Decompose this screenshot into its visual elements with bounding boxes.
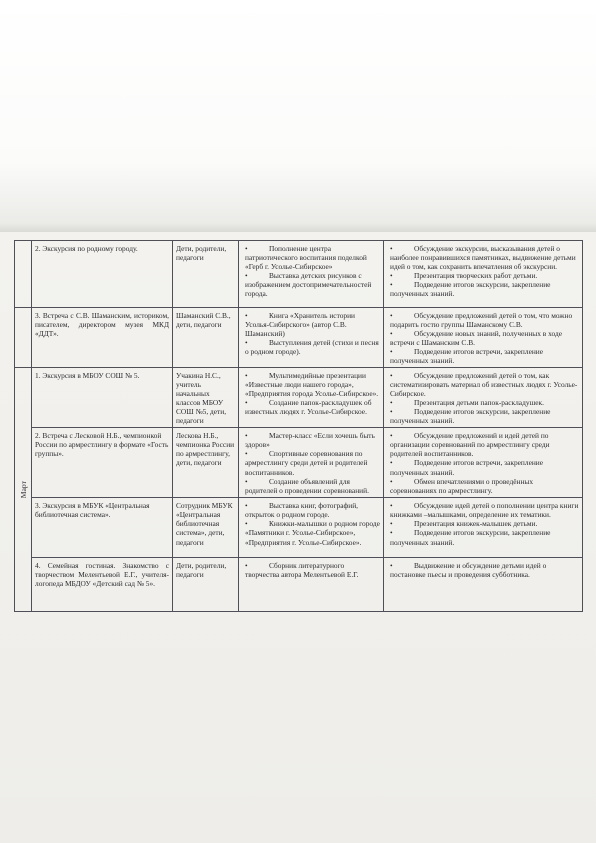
participants-text: Дети, родители, педагоги: [176, 244, 227, 263]
results-list: [387, 311, 579, 365]
list-item: [387, 398, 579, 407]
activities-list: [242, 311, 380, 356]
list-item: [242, 338, 380, 356]
list-item: [387, 280, 579, 298]
results-list: [387, 244, 579, 298]
list-item-text: Книжки-малышки о родном городе «Памятники г. Усолье-Сибирское», «Предприятия г. Усолье-Сибирское».: [245, 519, 380, 547]
activities-cell: [239, 308, 384, 368]
list-item: [242, 449, 380, 476]
bullet-icon: •: [390, 476, 393, 486]
bullet-icon: •: [245, 311, 248, 320]
bullet-icon: •: [390, 407, 393, 417]
list-item-text: Обсуждение идей детей о пополнении центра книги книжками –малышками, определение их тематики.: [390, 501, 579, 520]
bullet-icon: •: [245, 271, 248, 281]
bullet-icon: •: [245, 449, 248, 459]
list-item: [387, 458, 579, 476]
list-item-text: Обсуждение предложений и идей детей по организации соревнований по армрестлингу среди родителей воспитанников.: [390, 431, 550, 459]
list-item: [242, 519, 380, 546]
bullet-icon: •: [390, 271, 393, 281]
event-cell: [32, 308, 173, 368]
list-item: [387, 329, 579, 347]
event-cell: [32, 498, 173, 558]
bullet-icon: •: [390, 311, 393, 320]
month-label: Март: [18, 481, 28, 499]
results-list: [387, 371, 579, 425]
activities-cell: [239, 428, 384, 498]
list-item-text: Выставка детских рисунков с изображением достопримечательностей города.: [245, 271, 372, 299]
list-item-text: Обмен впечатлениями о проведённых соревнованиях по армрестлингу.: [390, 476, 534, 495]
table-row: [15, 308, 583, 368]
activities-list: [242, 244, 380, 298]
participants-cell: [173, 558, 239, 612]
participants-cell: [173, 368, 239, 428]
month-cell: [15, 368, 32, 612]
list-item: [387, 347, 579, 365]
activities-list: [242, 431, 380, 494]
bullet-icon: •: [390, 501, 393, 511]
bullet-icon: •: [390, 280, 393, 290]
list-item-text: Подведение итогов встречи, закрепление полученных знаний.: [390, 347, 544, 366]
list-item: [242, 431, 380, 449]
bullet-icon: •: [390, 431, 393, 441]
list-item: [242, 561, 380, 579]
list-item-text: Книга «Хранитель истории Усолья-Сибирского» (автор С.В. Шаманский): [245, 311, 356, 339]
list-item-text: Презентация детьми папок-раскладушек.: [414, 398, 544, 408]
list-item-text: Мастер-класс «Если хочешь быть здоров»: [245, 431, 375, 450]
participants-text: Дети, родители, педагоги: [176, 561, 227, 580]
bullet-icon: •: [390, 244, 393, 253]
list-item-text: Подведение итогов экскурсии, закрепление полученных знаний.: [390, 407, 551, 426]
results-cell: [384, 368, 583, 428]
participants-text: Сотрудник МБУК «Центральная библиотечная система», дети, педагоги: [176, 501, 233, 547]
participants-text: Лескова Н.Б., чемпионка России по армрестлингу, дети, педагоги: [176, 431, 235, 468]
event-text: 4. Семейная гостиная. Знакомство с творчеством Мелентьевой Е.Г., учителя-логопеда МБДОУ «Детский сад № 5».: [35, 561, 169, 589]
activities-cell: [239, 368, 384, 428]
event-text: 1. Экскурсия в МБОУ СОШ № 5.: [35, 371, 140, 381]
event-text: 3. Встреча с С.В. Шаманским, историком, писателем, директором музея МКД «ДДТ».: [35, 311, 169, 339]
participants-text: Учакина Н.С., учитель начальных классов МБОУ СОШ №5, дети, педагоги: [176, 371, 227, 426]
event-cell: [32, 428, 173, 498]
list-item: [387, 244, 579, 271]
list-item-text: Выступления детей (стихи и песня о родном городе).: [245, 338, 379, 357]
list-item: [387, 519, 579, 528]
bullet-icon: •: [390, 528, 393, 538]
list-item-text: Сборник литературного творчества автора Мелентьевой Е.Г.: [245, 561, 359, 580]
participants-cell: [173, 428, 239, 498]
bullet-icon: •: [245, 561, 248, 571]
bullet-icon: •: [245, 244, 248, 253]
participants-cell: [173, 308, 239, 368]
plan-table: [14, 240, 583, 612]
list-item-text: Подведение итогов экскурсии, закрепление полученных знаний.: [390, 280, 551, 299]
participants-cell: [173, 498, 239, 558]
bullet-icon: •: [390, 458, 393, 468]
participants-cell: [173, 241, 239, 308]
list-item: [387, 311, 579, 329]
list-item: [242, 244, 380, 271]
bullet-icon: •: [245, 501, 248, 511]
bullet-icon: •: [245, 519, 248, 529]
list-item-text: Подведение итогов экскурсии, закрепление полученных знаний.: [390, 528, 551, 547]
list-item: [242, 398, 380, 416]
results-list: [387, 561, 579, 579]
results-list: [387, 431, 579, 494]
bullet-icon: •: [390, 329, 393, 339]
list-item-text: Пополнение центра патриотического воспитания поделкой «Герб г. Усолье-Сибирское»: [245, 244, 367, 272]
bullet-icon: •: [390, 371, 393, 381]
event-text: 2. Экскурсия по родному городу.: [35, 244, 138, 253]
list-item-text: Презентация творческих работ детьми.: [414, 271, 538, 281]
bullet-icon: •: [245, 398, 248, 408]
activities-list: [242, 561, 380, 579]
activities-cell: [239, 498, 384, 558]
list-item: [387, 371, 579, 398]
list-item-text: Выдвижение и обсуждение детьми идей о постановке пьесы и проведения субботника.: [390, 561, 547, 580]
bullet-icon: •: [390, 561, 393, 571]
list-item-text: Создание объявлений для родителей о проведении соревнований.: [245, 476, 369, 495]
list-item: [242, 311, 380, 338]
bullet-icon: •: [245, 371, 248, 381]
activities-list: [242, 501, 380, 546]
event-text: 2. Встреча с Лесковой Н.Б., чемпионкой России по армрестлингу в формате «Гость группы».: [35, 431, 169, 459]
table-row: [15, 558, 583, 612]
event-cell: [32, 368, 173, 428]
table-row: [15, 241, 583, 308]
month-cell-empty: [15, 308, 32, 368]
table-row: [15, 498, 583, 558]
results-cell: [384, 498, 583, 558]
list-item-text: Создание папок-раскладушек об известных людях г. Усолье-Сибирское.: [245, 398, 372, 417]
results-cell: [384, 428, 583, 498]
results-cell: [384, 241, 583, 308]
list-item-text: Обсуждение экскурсии, высказывания детей о наиболее понравившихся памятниках, выдвижение детьми идей о том, как сохранить впечатления об экскурсии.: [390, 244, 576, 272]
activities-list: [242, 371, 380, 416]
results-cell: [384, 558, 583, 612]
list-item-text: Выставка книг, фотографий, открыток о родном городе.: [245, 501, 359, 520]
results-list: [387, 501, 579, 546]
list-item: [242, 477, 380, 495]
bullet-icon: •: [390, 519, 393, 529]
list-item: [242, 371, 380, 398]
list-item: [387, 431, 579, 458]
list-item: [242, 501, 380, 519]
list-item-text: Обсуждение новых знаний, полученных в ходе встречи с Шаманским С.В.: [390, 329, 563, 348]
list-item-text: Спортивные соревнования по армрестлингу среди детей и родителей воспитанников.: [245, 449, 368, 477]
list-item: [387, 501, 579, 519]
list-item: [387, 528, 579, 546]
activities-cell: [239, 558, 384, 612]
list-item-text: Обсуждение предложений детей о том, как систематизировать материал об известных людях г. Усолье-Сибирское.: [390, 371, 578, 399]
list-item: [387, 271, 579, 280]
table-row: [15, 428, 583, 498]
plan-table-body: [15, 241, 583, 612]
list-item: [387, 477, 579, 495]
event-text: 3. Экскурсия в МБУК «Центральная библиотечная система».: [35, 501, 150, 520]
event-cell: [32, 558, 173, 612]
table-row: [15, 368, 583, 428]
list-item: [242, 271, 380, 298]
month-cell-empty: [15, 241, 32, 308]
participants-text: Шаманский С.В., дети, педагоги: [176, 311, 231, 330]
activities-cell: [239, 241, 384, 308]
background-top: [0, 0, 596, 232]
list-item-text: Презентация книжек-малышек детьми.: [414, 519, 538, 529]
bullet-icon: •: [390, 398, 393, 408]
list-item-text: Подведение итогов встречи, закрепление полученных знаний.: [390, 458, 544, 477]
list-item: [387, 561, 579, 579]
list-item-text: Обсуждение предложений детей о том, что можно подарить гостю группы Шаманскому С.В.: [390, 311, 573, 330]
results-cell: [384, 308, 583, 368]
list-item: [387, 407, 579, 425]
bullet-icon: •: [390, 347, 393, 357]
event-cell: [32, 241, 173, 308]
list-item-text: Мультимедийные презентации «Известные люди нашего города», «Предприятия города Усолье-Сибирское».: [245, 371, 379, 399]
bullet-icon: •: [245, 431, 248, 441]
bullet-icon: •: [245, 476, 248, 486]
bullet-icon: •: [245, 338, 248, 348]
